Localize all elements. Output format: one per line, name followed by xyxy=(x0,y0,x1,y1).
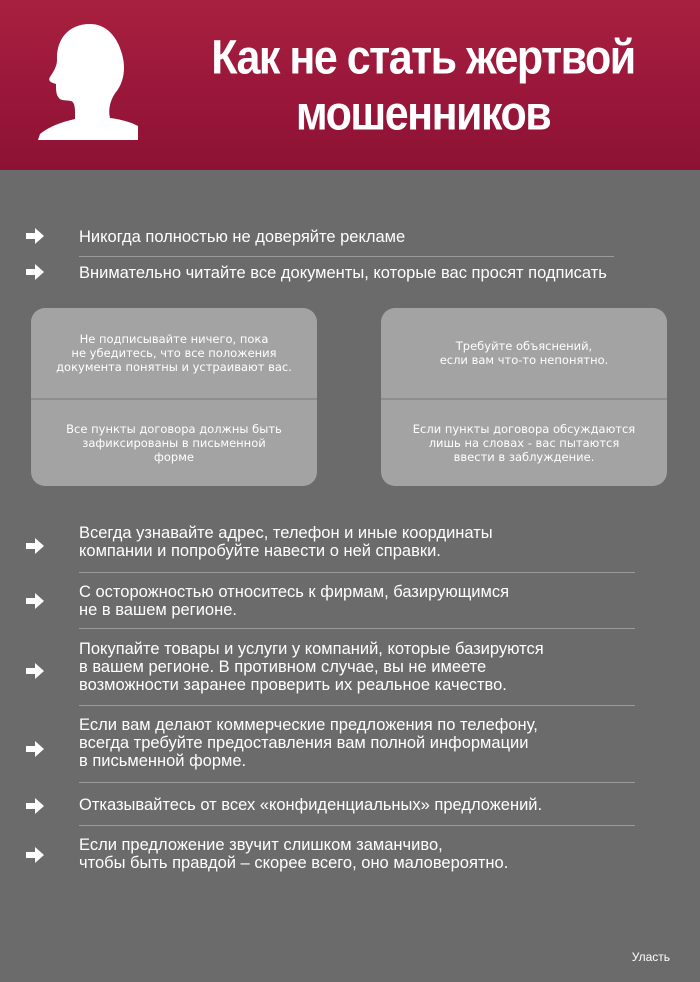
page-title: Как не стать жертвой мошенников xyxy=(211,31,635,141)
header-banner xyxy=(0,0,700,170)
tip-box-right-top: Требуйте объяснений, если вам что-то непонятно. xyxy=(381,308,667,398)
arrow-right-icon xyxy=(26,741,44,757)
arrow-right-icon xyxy=(26,663,44,679)
tip-box-left-top: Не подписывайте ничего, пока не убедитесь, что все положения документа понятны и устраивают вас. xyxy=(31,308,317,398)
arrow-right-icon xyxy=(26,264,44,280)
divider xyxy=(79,782,635,783)
arrow-right-icon xyxy=(26,798,44,814)
divider xyxy=(79,628,635,629)
head-silhouette-icon xyxy=(38,22,138,140)
arrow-right-icon xyxy=(26,847,44,863)
tip-box-left-bottom: Все пункты договора должны быть зафиксированы в письменной форме xyxy=(31,400,317,486)
source-credit: Уласть xyxy=(631,950,670,964)
arrow-right-icon xyxy=(26,538,44,554)
divider xyxy=(79,256,614,257)
divider xyxy=(79,705,635,706)
tip-box-right-bottom: Если пункты договора обсуждаются лишь на словах - вас пытаются ввести в заблуждение. xyxy=(381,400,667,486)
divider xyxy=(79,572,635,573)
arrow-right-icon xyxy=(26,593,44,609)
divider xyxy=(79,825,635,826)
arrow-right-icon xyxy=(26,228,44,244)
